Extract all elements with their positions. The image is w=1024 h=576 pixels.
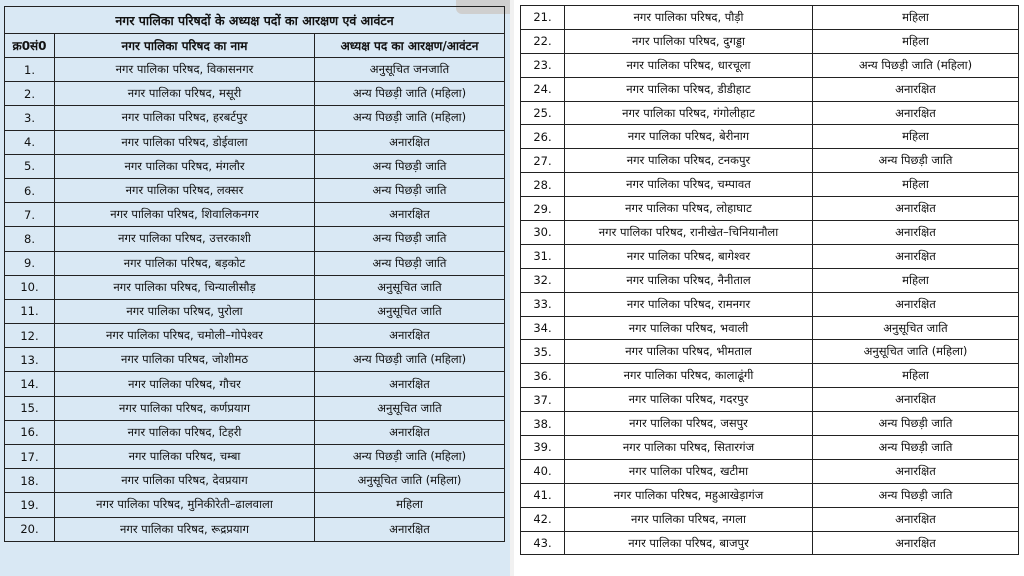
council-name-cell: नगर पालिका परिषद, मुनिकीरेती–ढालवाला: [55, 493, 315, 517]
table-row: [521, 340, 1019, 364]
council-name-cell: नगर पालिका परिषद, कर्णप्रयाग: [55, 396, 315, 420]
serial-cell: 34.: [521, 316, 565, 340]
council-name-cell: नगर पालिका परिषद, पौड़ी: [565, 6, 813, 30]
council-name-cell: नगर पालिका परिषद, लक्सर: [55, 178, 315, 202]
council-name-cell: नगर पालिका परिषद, भीमताल: [565, 340, 813, 364]
serial-cell: 43.: [521, 531, 565, 555]
table-row: [521, 268, 1019, 292]
serial-cell: 35.: [521, 340, 565, 364]
table-title: नगर पालिका परिषदों के अध्यक्ष पदों का आरक्षण एवं आवंटन: [5, 7, 505, 34]
serial-cell: 1.: [5, 58, 55, 82]
council-name-cell: नगर पालिका परिषद, मंगलौर: [55, 154, 315, 178]
serial-cell: 42.: [521, 507, 565, 531]
serial-cell: 17.: [5, 445, 55, 469]
table-row: [5, 420, 505, 444]
council-name-cell: नगर पालिका परिषद, जसपुर: [565, 412, 813, 436]
table-row: [5, 130, 505, 154]
council-name-cell: नगर पालिका परिषद, चिन्यालीसौड़: [55, 275, 315, 299]
serial-cell: 10.: [5, 275, 55, 299]
serial-cell: 39.: [521, 436, 565, 460]
reservation-cell: अन्य पिछड़ी जाति: [813, 149, 1019, 173]
table-row: [521, 197, 1019, 221]
header-reservation: अध्यक्ष पद का आरक्षण/आवंटन: [315, 34, 505, 58]
council-name-cell: नगर पालिका परिषद, शिवालिकनगर: [55, 203, 315, 227]
serial-cell: 19.: [5, 493, 55, 517]
council-name-cell: नगर पालिका परिषद, टनकपुर: [565, 149, 813, 173]
council-name-cell: नगर पालिका परिषद, उत्तरकाशी: [55, 227, 315, 251]
table-row: [5, 517, 505, 541]
reservation-cell: अनारक्षित: [813, 531, 1019, 555]
reservation-cell: अनारक्षित: [315, 420, 505, 444]
serial-cell: 7.: [5, 203, 55, 227]
table-row: [521, 173, 1019, 197]
table-row: [521, 459, 1019, 483]
council-name-cell: नगर पालिका परिषद, गंगोलीहाट: [565, 101, 813, 125]
serial-cell: 2.: [5, 82, 55, 106]
serial-cell: 21.: [521, 6, 565, 30]
reservation-cell: अनुसूचित जाति: [315, 396, 505, 420]
table-row: [521, 531, 1019, 555]
council-name-cell: नगर पालिका परिषद, गदरपुर: [565, 388, 813, 412]
table-row: [521, 412, 1019, 436]
reservation-cell: अन्य पिछड़ी जाति: [813, 483, 1019, 507]
table-row: [5, 106, 505, 130]
serial-cell: 40.: [521, 459, 565, 483]
council-name-cell: नगर पालिका परिषद, रूद्रप्रयाग: [55, 517, 315, 541]
serial-cell: 12.: [5, 324, 55, 348]
council-name-cell: नगर पालिका परिषद, बाजपुर: [565, 531, 813, 555]
serial-cell: 27.: [521, 149, 565, 173]
reservation-cell: अनारक्षित: [315, 324, 505, 348]
council-name-cell: नगर पालिका परिषद, बेरीनाग: [565, 125, 813, 149]
council-name-cell: नगर पालिका परिषद, डीडीहाट: [565, 77, 813, 101]
council-name-cell: नगर पालिका परिषद, चम्पावत: [565, 173, 813, 197]
table-row: [521, 125, 1019, 149]
reservation-cell: अन्य पिछड़ी जाति (महिला): [315, 445, 505, 469]
council-name-cell: नगर पालिका परिषद, हरबर्टपुर: [55, 106, 315, 130]
reservation-cell: अनारक्षित: [315, 517, 505, 541]
reservation-cell: अनारक्षित: [315, 203, 505, 227]
table-row: [5, 227, 505, 251]
reservation-cell: अन्य पिछड़ी जाति: [315, 251, 505, 275]
table-row: [521, 364, 1019, 388]
serial-cell: 5.: [5, 154, 55, 178]
serial-cell: 28.: [521, 173, 565, 197]
table-row: [5, 154, 505, 178]
table-row: [521, 244, 1019, 268]
serial-cell: 26.: [521, 125, 565, 149]
table-row: [5, 469, 505, 493]
table-row: [521, 53, 1019, 77]
serial-cell: 15.: [5, 396, 55, 420]
table-row: [521, 292, 1019, 316]
reservation-cell: अनारक्षित: [813, 221, 1019, 245]
council-name-cell: नगर पालिका परिषद, लोहाघाट: [565, 197, 813, 221]
table-row: [521, 221, 1019, 245]
council-name-cell: नगर पालिका परिषद, टिहरी: [55, 420, 315, 444]
reservation-cell: अन्य पिछड़ी जाति (महिला): [315, 348, 505, 372]
serial-cell: 31.: [521, 244, 565, 268]
reservation-cell: अन्य पिछड़ी जाति (महिला): [813, 53, 1019, 77]
serial-cell: 24.: [521, 77, 565, 101]
table-row: [5, 203, 505, 227]
reservation-cell: महिला: [813, 268, 1019, 292]
reservation-cell: महिला: [813, 364, 1019, 388]
serial-cell: 37.: [521, 388, 565, 412]
table-row: [521, 29, 1019, 53]
serial-cell: 20.: [5, 517, 55, 541]
serial-cell: 9.: [5, 251, 55, 275]
serial-cell: 3.: [5, 106, 55, 130]
council-name-cell: नगर पालिका परिषद, कालाढूंगी: [565, 364, 813, 388]
council-name-cell: नगर पालिका परिषद, भवाली: [565, 316, 813, 340]
serial-cell: 23.: [521, 53, 565, 77]
reservation-table-part-1: [4, 6, 505, 542]
council-name-cell: नगर पालिका परिषद, डोईवाला: [55, 130, 315, 154]
table-row: [521, 483, 1019, 507]
table-row: [5, 324, 505, 348]
table-row: [521, 149, 1019, 173]
table-row: [5, 493, 505, 517]
council-name-cell: नगर पालिका परिषद, पुरोला: [55, 299, 315, 323]
serial-cell: 16.: [5, 420, 55, 444]
council-name-cell: नगर पालिका परिषद, जोशीमठ: [55, 348, 315, 372]
reservation-cell: अनुसूचित जाति (महिला): [813, 340, 1019, 364]
reservation-cell: अनुसूचित जनजाति: [315, 58, 505, 82]
table-row: [5, 372, 505, 396]
council-name-cell: नगर पालिका परिषद, रामनगर: [565, 292, 813, 316]
table-row: [521, 6, 1019, 30]
table-row: [5, 82, 505, 106]
serial-cell: 18.: [5, 469, 55, 493]
reservation-cell: महिला: [813, 173, 1019, 197]
council-name-cell: नगर पालिका परिषद, धारचूला: [565, 53, 813, 77]
reservation-cell: अनारक्षित: [813, 507, 1019, 531]
table-row: [521, 316, 1019, 340]
council-name-cell: नगर पालिका परिषद, बागेश्वर: [565, 244, 813, 268]
council-name-cell: नगर पालिका परिषद, खटीमा: [565, 459, 813, 483]
table-row: [5, 299, 505, 323]
serial-cell: 14.: [5, 372, 55, 396]
council-name-cell: नगर पालिका परिषद, सितारगंज: [565, 436, 813, 460]
serial-cell: 11.: [5, 299, 55, 323]
reservation-cell: अन्य पिछड़ी जाति (महिला): [315, 82, 505, 106]
council-name-cell: नगर पालिका परिषद, विकासनगर: [55, 58, 315, 82]
reservation-table-part-2: [520, 5, 1019, 555]
header-serial: क्र0सं0: [5, 34, 55, 58]
serial-cell: 41.: [521, 483, 565, 507]
serial-cell: 4.: [5, 130, 55, 154]
reservation-cell: अन्य पिछड़ी जाति: [813, 412, 1019, 436]
table-row: [5, 251, 505, 275]
reservation-cell: महिला: [315, 493, 505, 517]
reservation-cell: अनारक्षित: [813, 77, 1019, 101]
reservation-cell: अनारक्षित: [315, 130, 505, 154]
reservation-cell: अनारक्षित: [315, 372, 505, 396]
reservation-cell: महिला: [813, 6, 1019, 30]
reservation-cell: अनारक्षित: [813, 244, 1019, 268]
council-name-cell: नगर पालिका परिषद, गौचर: [55, 372, 315, 396]
serial-cell: 29.: [521, 197, 565, 221]
table-row: [521, 507, 1019, 531]
serial-cell: 33.: [521, 292, 565, 316]
reservation-cell: अन्य पिछड़ी जाति (महिला): [315, 106, 505, 130]
serial-cell: 6.: [5, 178, 55, 202]
reservation-cell: अनारक्षित: [813, 101, 1019, 125]
reservation-cell: अन्य पिछड़ी जाति: [315, 154, 505, 178]
table-row: [5, 396, 505, 420]
reservation-cell: अन्य पिछड़ी जाति: [315, 227, 505, 251]
council-name-cell: नगर पालिका परिषद, बड़कोट: [55, 251, 315, 275]
council-name-cell: नगर पालिका परिषद, चम्बा: [55, 445, 315, 469]
serial-cell: 22.: [521, 29, 565, 53]
table-row: [521, 388, 1019, 412]
reservation-cell: अन्य पिछड़ी जाति: [315, 178, 505, 202]
serial-cell: 13.: [5, 348, 55, 372]
serial-cell: 36.: [521, 364, 565, 388]
table-row: [5, 348, 505, 372]
left-document-panel: [0, 0, 510, 576]
header-council-name: नगर पालिका परिषद का नाम: [55, 34, 315, 58]
table-row: [5, 58, 505, 82]
reservation-cell: अनारक्षित: [813, 459, 1019, 483]
reservation-cell: अनारक्षित: [813, 197, 1019, 221]
council-name-cell: नगर पालिका परिषद, नैनीताल: [565, 268, 813, 292]
serial-cell: 32.: [521, 268, 565, 292]
reservation-cell: अनुसूचित जाति: [315, 275, 505, 299]
table-row: [5, 275, 505, 299]
table-row: [5, 178, 505, 202]
table-row: [521, 436, 1019, 460]
table-row: [521, 77, 1019, 101]
council-name-cell: नगर पालिका परिषद, चमोली–गोपेश्वर: [55, 324, 315, 348]
council-name-cell: नगर पालिका परिषद, मसूरी: [55, 82, 315, 106]
right-document-panel: [514, 0, 1024, 576]
council-name-cell: नगर पालिका परिषद, नगला: [565, 507, 813, 531]
serial-cell: 30.: [521, 221, 565, 245]
serial-cell: 38.: [521, 412, 565, 436]
council-name-cell: नगर पालिका परिषद, दुगड्डा: [565, 29, 813, 53]
reservation-cell: महिला: [813, 125, 1019, 149]
reservation-cell: अनुसूचित जाति: [315, 299, 505, 323]
reservation-cell: महिला: [813, 29, 1019, 53]
council-name-cell: नगर पालिका परिषद, देवप्रयाग: [55, 469, 315, 493]
council-name-cell: नगर पालिका परिषद, रानीखेत–चिनियानौला: [565, 221, 813, 245]
council-name-cell: नगर पालिका परिषद, महुआखेड़ागंज: [565, 483, 813, 507]
table-row: [5, 445, 505, 469]
table-row: [521, 101, 1019, 125]
serial-cell: 8.: [5, 227, 55, 251]
reservation-cell: अनुसूचित जाति: [813, 316, 1019, 340]
reservation-cell: अनुसूचित जाति (महिला): [315, 469, 505, 493]
reservation-cell: अनारक्षित: [813, 292, 1019, 316]
serial-cell: 25.: [521, 101, 565, 125]
reservation-cell: अनारक्षित: [813, 388, 1019, 412]
reservation-cell: अन्य पिछड़ी जाति: [813, 436, 1019, 460]
